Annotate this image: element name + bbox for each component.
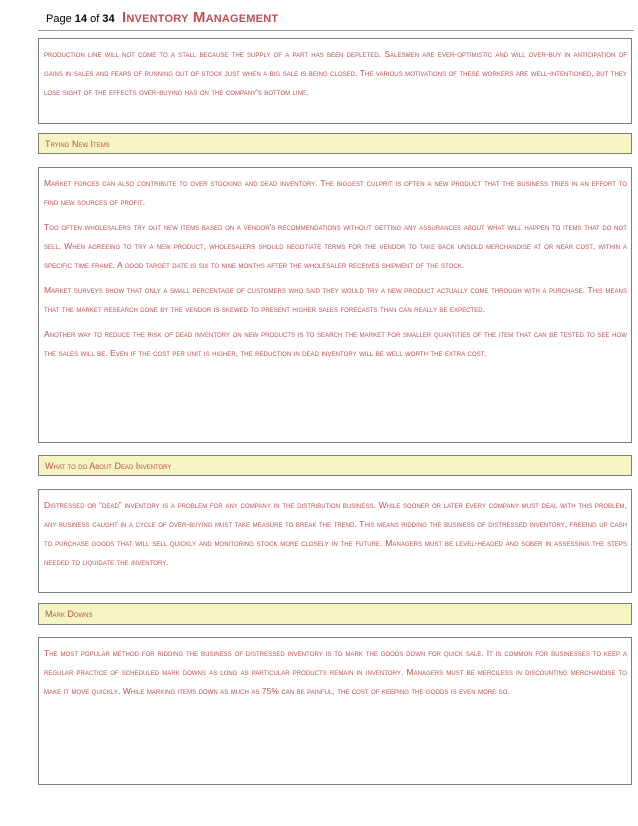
- page-number: Page 14 of 34: [46, 13, 115, 25]
- section-heading-mark-downs: Mark Downs: [38, 603, 632, 625]
- paragraph: Another way to reduce the risk of dead inventory on new products is to search the market for smaller quantities of the item that can be tested to see how the sales will be. Even if the cost per unit is higher, the reduction in dead inventory will be well worth the extra cost.: [44, 329, 627, 358]
- paragraph: production line will not come to a stall because the supply of a part has been depleted. Salesmen are ever-optimistic and will over-buy in anticipation of gains in sales and fears of running out of stock just when a big sale is being closed. The various motivations of these workers are well-intentioned, but they lose sight of the effects over-buying has on the company's bottom line.: [44, 49, 627, 97]
- document-title: Inventory Management: [122, 9, 279, 26]
- section-heading-dead-inventory: What to do About Dead Inventory: [38, 455, 632, 476]
- body-box-intro: [38, 38, 632, 124]
- section-heading-trying-new-items: Trying New Items: [38, 133, 632, 154]
- page-header: [46, 9, 278, 29]
- body-box-trying-new-items: [38, 167, 632, 443]
- header-rule: [38, 30, 634, 31]
- paragraph: Distressed or “dead” inventory is a problem for any company in the distribution business. While sooner or later every company must deal with this problem, any business caught in a cycle of over-buying must take measure to break the trend. This means ridding the business of distressed inventory, freeing up cash to purchase goods that will sell quickly and monitoring stock more closely in the future. Managers must be level-headed and sober in assessing the steps needed to liquidate the inventory.: [44, 500, 627, 567]
- paragraph: Market forces can also contribute to over stocking and dead inventory. The biggest culprit is often a new product that the business tries in an effort to find new sources of profit.: [44, 178, 627, 207]
- paragraph: Too often wholesalers try out new items based on a vendor's recommendations without getting any assurances about what will happen to items that do not sell. When agreeing to try a new product, wholesalers should negotiate terms for the vendor to take back unsold merchandise at or near cost, within a specific time frame. A good target date is six to nine months after the wholesaler receives shipment of the stock.: [44, 222, 627, 270]
- body-box-dead-inventory: [38, 489, 632, 593]
- body-box-mark-downs: [38, 637, 632, 785]
- paragraph: Market surveys show that only a small percentage of customers who said they would try a new product actually come through with a purchase. This means that the market research done by the vendor is skewed to present higher sales forecasts than can really be expected.: [44, 285, 627, 314]
- paragraph: The most popular method for ridding the business of distressed inventory is to mark the goods down for quick sale. It is common for businesses to keep a regular practice of scheduled mark downs as long as particular products remain in inventory. Managers must be merciless in discounting merchandise to make it move quickly. While marking items down as much as 75% can be painful, the cost of keeping the goods is even more so.: [44, 648, 627, 696]
